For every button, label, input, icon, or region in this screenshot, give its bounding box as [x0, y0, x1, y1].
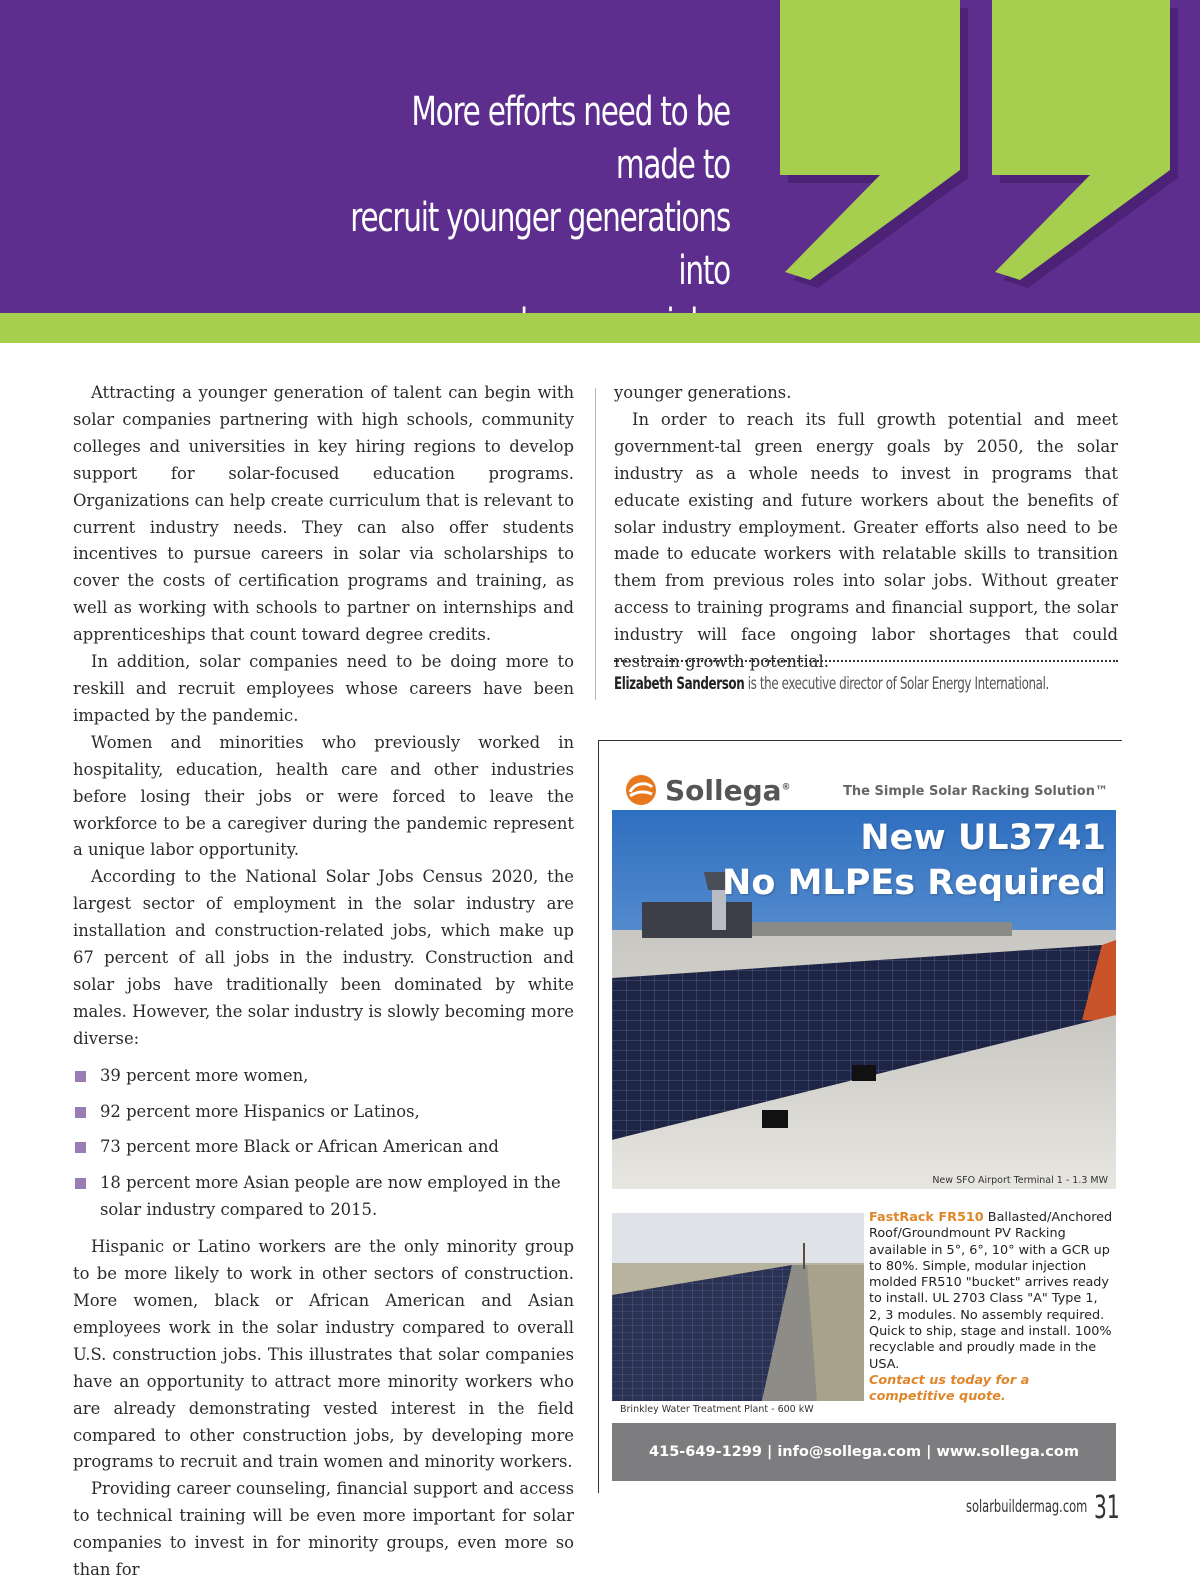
page-number: 31 — [1094, 1488, 1120, 1526]
pull-quote — [345, 86, 730, 351]
statistics-list — [73, 1063, 574, 1225]
product-name: FastRack FR510 — [869, 1210, 984, 1225]
headline-line: New UL3741 — [860, 818, 1106, 858]
article-left-column — [73, 380, 574, 1584]
paragraph: In addition, solar companies need to be doing more to reskill and recruit employees whose careers have been impacted by the pandemic. — [73, 652, 574, 725]
registered-mark: ® — [781, 782, 791, 793]
ad-tagline: The Simple Solar Racking Solution™ — [843, 784, 1108, 799]
paragraph: According to the National Solar Jobs Census 2020, the largest sector of employment in the solar industry are installation and construction-related jobs, which make up 67 percent of all jobs in the industry. Construction and solar jobs have traditionally been dominated by white males. However, the solar industry is slowly becoming more diverse: — [73, 867, 574, 1048]
ad-frame — [598, 740, 1122, 741]
paragraph: In order to reach its full growth potential and meet government-tal green energy goals by 2050, the solar industry as a whole needs to invest in programs that educate existing and future workers about the benefits of solar industry employment. Greater efforts also need to be made to educate workers with relatable skills to transition them from previous roles into solar jobs. Without greater access to training programs and financial support, the solar industry will face ongoing labor shortages that could restrain growth potential. — [614, 409, 1118, 672]
quote-marks-icon — [770, 0, 1200, 300]
author-description: is the executive director of Solar Energy International. — [744, 674, 1049, 694]
paragraph: Attracting a younger generation of talent can begin with solar companies partnering with high schools, community colleges and universities in key hiring regions to develop support for solar-focused education programs. Organizations can help create curriculum that is relevant to current industry needs. They can also offer students incentives to pursue careers in solar via scholarships to cover the costs of certification programs and training, as well as working with schools to partner on internships and apprenticeships that count toward degree credits. — [73, 383, 574, 645]
airport-solar-photo — [612, 810, 1116, 1189]
column-divider — [595, 388, 596, 700]
site-url: solarbuildermag.com — [966, 1497, 1088, 1517]
author-name: Elizabeth Sanderson — [614, 674, 745, 694]
sollega-logo[interactable] — [625, 770, 791, 810]
paragraph: younger generations. — [614, 383, 792, 402]
pull-quote-line: recruit younger generations into — [350, 195, 730, 294]
paragraph: Women and minorities who previously worked in hospitality, education, health care and other industries before losing their jobs or were forced to leave the workforce to be a caregiver during the pandemic represent a unique labor opportunity. — [73, 732, 574, 860]
byline-separator — [614, 660, 1118, 662]
ad-headline — [722, 816, 1106, 906]
call-to-action[interactable]: Contact us today for a competitive quote. — [869, 1372, 1030, 1405]
sollega-logo-icon — [625, 774, 657, 806]
product-details: Ballasted/Anchored Roof/Groundmount PV Racking available in 5°, 6°, 10° with a GCR up to 80%. Simple, modular injection molded FR510 "bucket" arrives ready to install. UL 2703 Class "A" Type 1, 2, 3 modules. No assembly required. Quick to ship, stage and install. 100% recyclable and proudly made in the USA. — [869, 1210, 1113, 1372]
ground-mount-image — [612, 1213, 864, 1401]
headline-line: No MLPEs Required — [722, 863, 1106, 903]
pull-quote-line: More efforts need to be made to — [411, 89, 730, 188]
accent-band — [0, 313, 1200, 343]
author-byline — [614, 674, 1082, 694]
paragraph: Providing career counseling, financial support and access to technical training will be even more important for solar companies to invest in for minority groups, even more so than for — [73, 1479, 574, 1580]
photo-caption: New SFO Airport Terminal 1 - 1.3 MW — [932, 1175, 1108, 1186]
ground-solar-photo — [612, 1213, 864, 1401]
photo-caption: Brinkley Water Treatment Plant - 600 kW — [620, 1404, 814, 1415]
pull-quote-banner — [0, 0, 1200, 313]
article-right-column — [614, 380, 1118, 676]
paragraph: Hispanic or Latino workers are the only minority group to be more likely to work in other sectors of construction. More women, black or African American and Asian employees work in the solar industry compared to overall U.S. construction jobs. This illustrates that solar companies have an opportunity to attract more minority workers who are already demonstrating vested interest in the field compared to other construction jobs, by developing more programs to recruit and train women and minority workers. — [73, 1237, 574, 1472]
ad-contact-bar[interactable]: 415-649-1299 | info@sollega.com | www.sollega.com — [612, 1423, 1116, 1481]
ad-frame — [598, 740, 599, 1493]
product-description — [869, 1210, 1113, 1406]
brand-name: Sollega — [665, 773, 782, 807]
list-item: 18 percent more Asian people are now employed in the solar industry compared to 2015. — [73, 1170, 574, 1224]
list-item: 39 percent more women, — [73, 1063, 574, 1090]
list-item: 92 percent more Hispanics or Latinos, — [73, 1099, 574, 1126]
list-item: 73 percent more Black or African American and — [73, 1134, 574, 1161]
